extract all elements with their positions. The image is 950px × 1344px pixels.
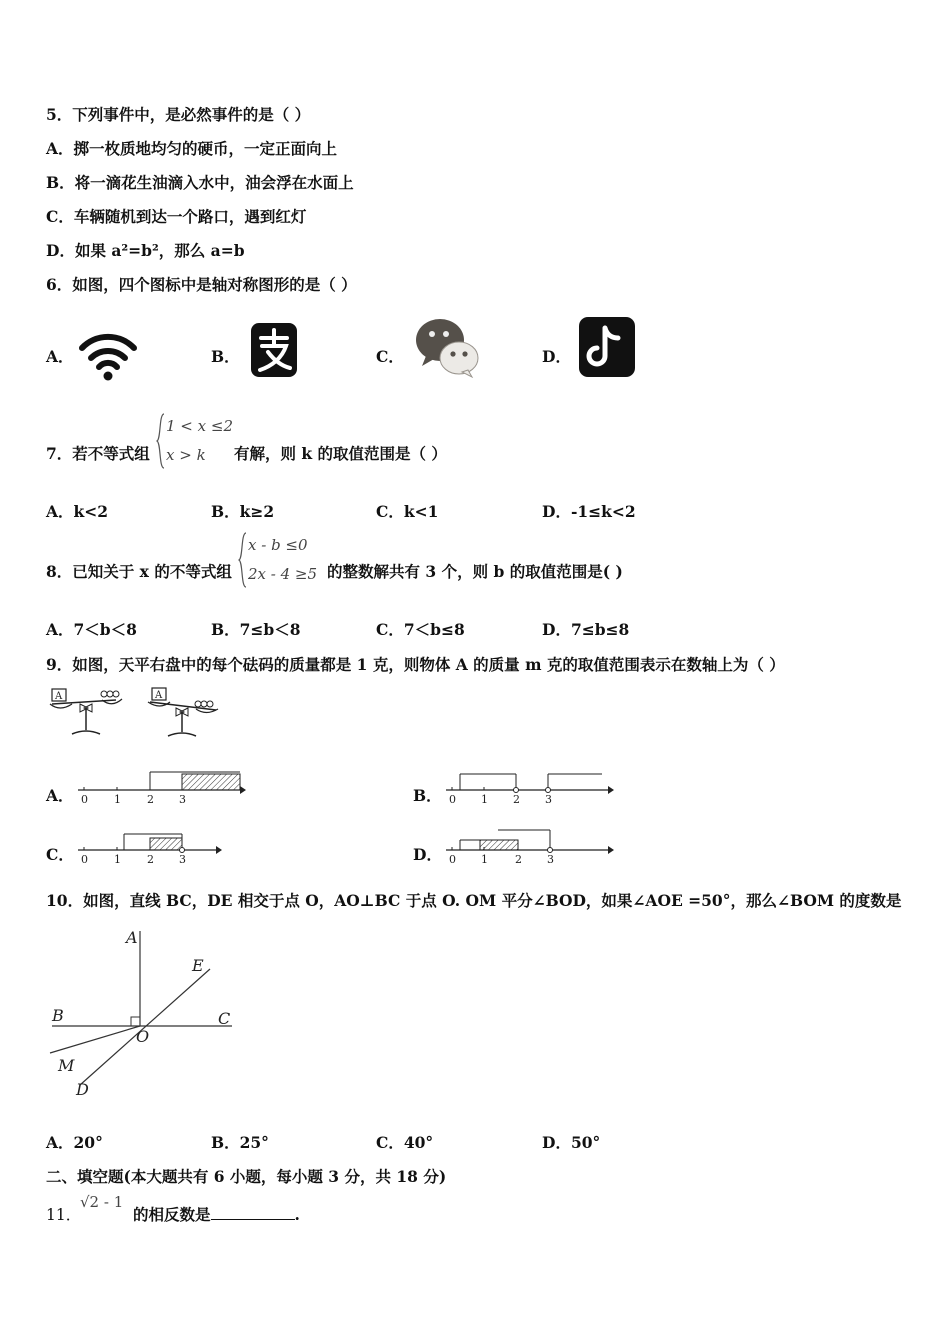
number-line-b (442, 768, 622, 812)
q8-brace (238, 531, 248, 593)
number-line-a (74, 768, 254, 812)
point-label-e: E (192, 956, 204, 975)
balance-object-label-1: A (55, 691, 63, 702)
tick-label-1: 1 (481, 853, 488, 866)
balance-figure (46, 684, 226, 746)
q7-system-line-1: 1 < x ≤2 (166, 417, 233, 435)
q8-num: 8．已知关于 x 的不等式组 (46, 562, 232, 581)
q11-expression: √2 - 1 (80, 1193, 124, 1211)
q6-label-c: C． (376, 347, 404, 366)
point-label-a: A (126, 928, 138, 947)
q9-stem: 9．如图，天平右盘中的每个砝码的质量都是 1 克，则物体 A 的质量 m 克的取值范围表示在数轴上为（ ） (46, 655, 785, 674)
q8-option-d: D．7≤b≤8 (542, 620, 630, 639)
wechat-icon (414, 316, 480, 382)
q6-label-b: B． (211, 347, 240, 366)
q11-num: 11． (46, 1206, 82, 1224)
q8-system-line-2: 2x - 4 ≥5 (248, 565, 318, 583)
tick-label-3: 3 (179, 793, 186, 806)
q11-tail-text: 的相反数是 (133, 1205, 211, 1224)
tick-label-2: 2 (147, 853, 154, 866)
q10-option-d: D．50° (542, 1133, 601, 1152)
q11-tail (133, 1203, 300, 1225)
number-line-c (74, 828, 254, 872)
point-label-b: B (52, 1006, 64, 1025)
q10-option-a: A．20° (46, 1133, 103, 1152)
tick-label-3: 3 (547, 853, 554, 866)
q6-stem: 6．如图，四个图标中是轴对称图形的是（ ） (46, 275, 357, 294)
tick-label-2: 2 (513, 793, 520, 806)
tick-label-3: 3 (545, 793, 552, 806)
q5-option-b: B．将一滴花生油滴入水中，油会浮在水面上 (46, 173, 354, 192)
q7-tail: 有解，则 k 的取值范围是（ ） (234, 444, 447, 463)
angle-figure (46, 925, 246, 1109)
q7-num: 7．若不等式组 (46, 444, 150, 463)
alipay-icon (250, 322, 298, 382)
q10-option-b: B．25° (211, 1133, 269, 1152)
q8-option-a: A．7＜b＜8 (46, 620, 137, 639)
q6-label-d: D． (542, 347, 571, 366)
q5-stem: 5．下列事件中，是必然事件的是（ ） (46, 105, 311, 124)
tick-label-0: 0 (81, 793, 88, 806)
q11-end: . (294, 1205, 300, 1224)
tick-label-1: 1 (481, 793, 488, 806)
point-label-d: D (76, 1080, 89, 1099)
tick-label-1: 1 (114, 853, 121, 866)
number-line-d (442, 828, 622, 872)
point-label-o: O (136, 1027, 150, 1046)
tick-label-0: 0 (449, 793, 456, 806)
q9-label-d: D． (413, 845, 442, 864)
balance-object-label-2: A (155, 690, 163, 701)
q7-option-a: A．k<2 (46, 502, 109, 521)
section-title: 二、填空题(本大题共有 6 小题，每小题 3 分，共 18 分) (46, 1167, 447, 1186)
tick-label-0: 0 (81, 853, 88, 866)
q5-option-c: C．车辆随机到达一个路口，遇到红灯 (46, 207, 307, 226)
q8-option-b: B．7≤b＜8 (211, 620, 301, 639)
q8-system-line-1: x - b ≤0 (248, 536, 308, 554)
tiktok-icon (578, 316, 636, 382)
q7-option-b: B．k≥2 (211, 502, 275, 521)
q7-option-d: D．-1≤k<2 (542, 502, 636, 521)
tick-label-2: 2 (515, 853, 522, 866)
tick-label-1: 1 (114, 793, 121, 806)
tick-label-3: 3 (179, 853, 186, 866)
point-label-m: M (58, 1056, 75, 1075)
point-label-c: C (218, 1009, 231, 1028)
q5-option-a: A．掷一枚质地均匀的硬币，一定正面向上 (46, 139, 338, 158)
wifi-icon (78, 328, 138, 388)
q6-label-a: A． (46, 347, 74, 366)
q7-option-c: C．k<1 (376, 502, 439, 521)
q9-label-a: A． (46, 786, 74, 805)
q10-option-c: C．40° (376, 1133, 434, 1152)
tick-label-0: 0 (449, 853, 456, 866)
q8-tail: 的整数解共有 3 个，则 b 的取值范围是( ) (327, 562, 623, 581)
tick-label-2: 2 (147, 793, 154, 806)
q9-label-c: C． (46, 845, 74, 864)
q5-option-d: D．如果 a²=b²，那么 a=b (46, 241, 245, 260)
q7-brace (156, 412, 166, 474)
q7-system-line-2: x > k (166, 446, 206, 464)
q10-stem: 10．如图，直线 BC，DE 相交于点 O，AO⊥BC 于点 O. OM 平分∠BOD，如果∠AOE =50°，那么∠BOM 的度数是 (46, 891, 902, 910)
answer-blank[interactable] (211, 1205, 295, 1220)
q8-option-c: C．7＜b≤8 (376, 620, 465, 639)
q9-label-b: B． (413, 786, 442, 805)
